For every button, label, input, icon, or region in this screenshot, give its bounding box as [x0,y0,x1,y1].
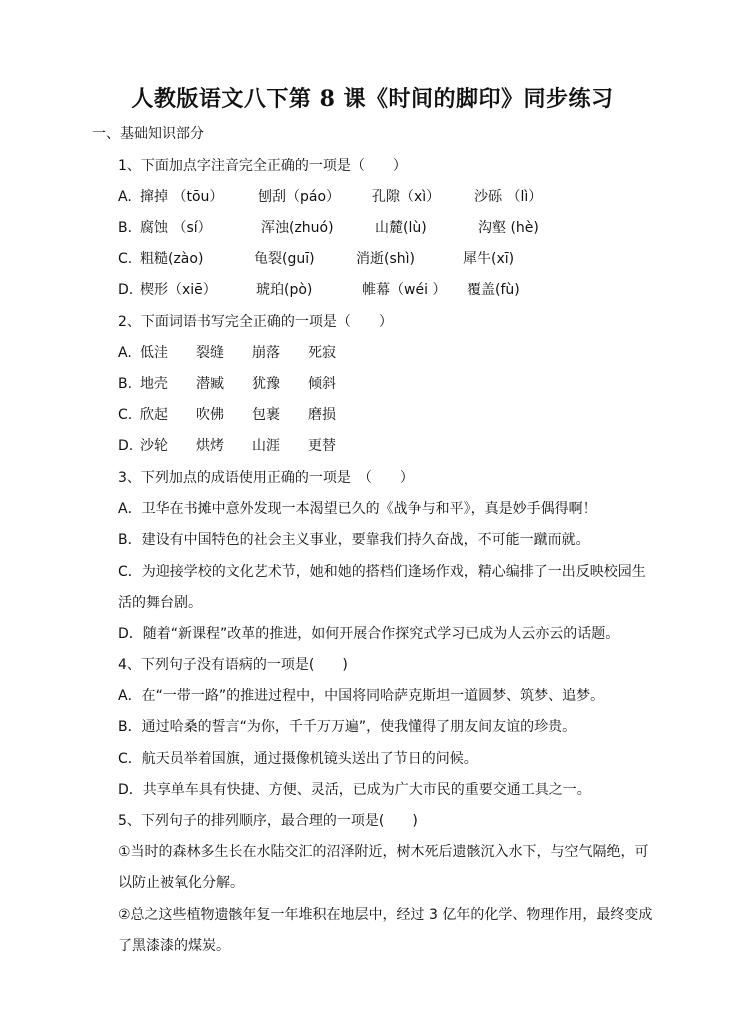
question-3-option-c: C．为迎接学校的文化艺术节，她和她的搭档们逢场作戏，精心编排了一出反映校园生 [118,564,646,580]
option-item: 裂缝 [196,345,224,361]
option-item: 浑浊(zhuó) [261,220,334,236]
option-item: 刨刮（páo） [258,189,341,205]
option-item: 山麓(lù) [375,220,427,236]
option-item: 更替 [308,438,336,454]
option-item: 死寂 [308,345,336,361]
option-label: D. [118,438,134,454]
option-item: 沟壑 (hè) [478,220,539,236]
option-label: D. [118,282,134,298]
question-4-option-d: D．共享单车具有快捷、方便、灵活，已成为广大市民的重要交通工具之一。 [118,782,591,798]
option-item: 犹豫 [252,376,280,392]
question-1-stem: 1、下面加点字注音完全正确的一项是（ ） [118,158,407,174]
question-5-stem: 5、下列句子的排列顺序，最合理的一项是( ) [118,813,418,829]
question-3-option-c-continued: 活的舞台剧。 [118,595,202,611]
option-item: 包裹 [252,407,280,423]
option-item: 琥珀(pò) [256,282,313,298]
option-item: 粗糙(zào) [140,251,204,267]
question-5-sentence-1: ①当时的森林多生长在水陆交汇的沼泽附近，树木死后遗骸沉入水下，与空气隔绝，可 [118,844,649,860]
question-4-option-b: B．通过哈桑的誓言“为你，千千万万遍”，使我懂得了朋友间友谊的珍贵。 [118,719,577,735]
option-item: 潜臧 [196,376,224,392]
option-item: 沙轮 [140,438,168,454]
option-item: 吹佛 [196,407,224,423]
section-heading: 一、基础知识部分 [92,126,204,142]
option-item: 地壳 [140,376,168,392]
question-3-option-b: B．建设有中国特色的社会主义事业，要靠我们持久奋战，不可能一蹴而就。 [118,532,590,548]
option-label: A. [118,189,132,205]
question-5-sentence-2: ②总之这些植物遗骸年复一年堆积在地层中，经过 3 亿年的化学、物理作用，最终变成 [118,907,653,923]
question-3-stem: 3、下列加点的成语使用正确的一项是 （ ） [118,470,414,486]
page-title: 人教版语文八下第 8 课《时间的脚印》同步练习 [131,86,614,112]
option-item: 低洼 [140,345,168,361]
option-item: 倾斜 [308,376,336,392]
option-label: B. [118,220,133,236]
option-item: 覆盖(fù) [467,282,520,298]
question-5-sentence-1-continued: 以防止被氧化分解。 [118,875,244,891]
option-item: 龟裂(guī) [254,251,315,267]
question-3-option-d: D．随着“新课程”改革的推进，如何开展合作探究式学习已成为人云亦云的话题。 [118,626,620,642]
option-item: 腐蚀 （sí） [140,220,212,236]
option-label: A. [118,345,132,361]
option-item: 磨损 [308,407,336,423]
option-item: 山涯 [252,438,280,454]
question-4-stem: 4、下列句子没有语病的一项是( ) [118,657,348,673]
question-3-option-a: A．卫华在书摊中意外发现一本渴望已久的《战争与和平》，真是妙手偶得啊！ [118,501,597,517]
question-4-option-c: C．航天员举着国旗，通过摄像机镜头送出了节日的问候。 [118,751,478,767]
option-item: 崩落 [252,345,280,361]
option-item: 消逝(shì) [356,251,415,267]
option-item: 烘烤 [196,438,224,454]
option-label: C. [118,407,133,423]
question-5-sentence-2-continued: 了黑漆漆的煤炭。 [118,938,230,954]
option-label: C. [118,251,133,267]
option-label: B. [118,376,133,392]
question-4-option-a: A．在“一带一路”的推进过程中，中国将同哈萨克斯坦一道圆梦、筑梦、追梦。 [118,688,605,704]
option-item: 帷幕（wéi ） [362,282,447,298]
option-item: 欣起 [140,407,168,423]
question-2-stem: 2、下面词语书写完全正确的一项是（ ） [118,314,393,330]
option-item: 沙砾 （lì） [474,189,543,205]
option-item: 犀牛(xī) [463,251,515,267]
option-item: 楔形（xiē） [140,282,217,298]
option-item: 孔隙（xì） [372,189,441,205]
option-item: 撺掉 （tōu） [140,189,224,205]
